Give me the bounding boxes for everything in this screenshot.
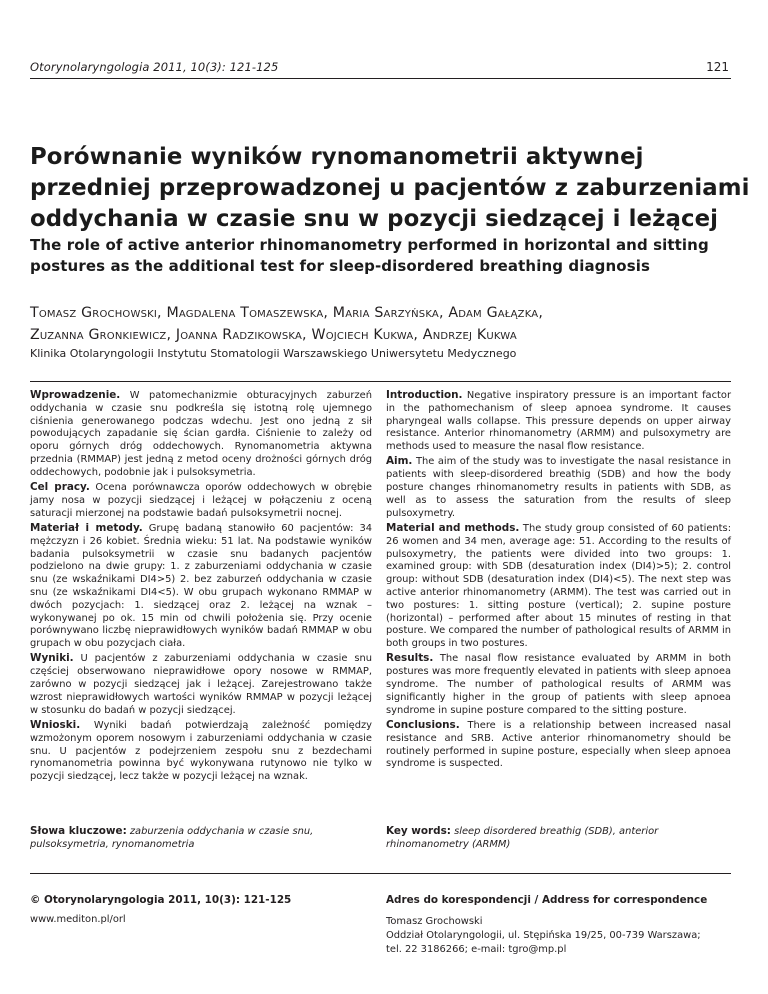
keywords-english [386,825,731,852]
abstract-pl-methods: Materiał i metody. Grupę badaną stanowiło 60 pacjentów: 34 mężczyzn i 26 kobiet. Średnia wieku: 51 lat. Na podstawie wyników badania pulsoksymetrii w czasie snu badanych pacjentów podzielono na dwie grupy: 1. z zaburzeniami oddychania w czasie snu (ze wskaźnikami DI4>5) 2. bez zaburzeń oddychania w czasie snu (ze wskaźnikami DI4<5). W obu grupach wykonano RMMAP w dwóch pozycjach: 1. siedzącej oraz 2. leżącej na wznak – wykonywanej po ok. 15 min od chwili położenia się. Przy ocenie porównywano liczbę nieprawidłowych wyników badań RMMAP w obu grupach w obu pozycjach ciała. [30,521,373,650]
keywords-en-label: Key words: [386,825,451,837]
abstract-english [386,389,731,773]
keywords-pl-label: Słowa kluczowe: [30,825,127,837]
abstract-en-conclusions: Conclusions. There is a relationship between increased nasal resistance and SRB. Active anterior rhinomanometry should be routinely performed in supine posture, especially when sleep apnoea syndrome is suspected. [386,718,731,770]
abstract-en-methods: Material and methods. The study group consisted of 60 patients: 26 women and 34 men, average age: 51. According to the results of pulsoxymetry, the patients were divided into two groups: 1. examined group: with SDB (desaturation index (DI4)>5); 2. control group: without SDB (desaturation index (DI4)<5). The next step was active anterior rhinomanometry (ARMM). The test was carried out in two postures: 1. sitting posture (vertical); 2. supine posture (horizontal) – performed after about 15 minutes of resting in that posture. We compared the number of pathological results of ARMM in both groups in two postures. [386,521,732,650]
abstract-en-introduction: Introduction. Negative inspiratory pressure is an important factor in the pathomechanism of sleep apnoea syndrome. It causes pharyngeal walls collapse. This pressure depends on upper airway resistance. Anterior rhinomanometry (ARMM) and pulsoxymetry are methods used to measure the nasal flow resistance. [386,389,732,453]
title-polish: Porównanie wyników rynomanometrii aktywnej przedniej przeprowadzonej u pacjentów z zaburzeniami oddychania w czasie snu w pozycji siedzącej i leżącej [30,144,750,232]
abstract-pl-results: Wyniki. U pacjentów z zaburzeniami oddychania w czasie snu częściej obserwowano nieprawidłowe opory nosowe w RMMAP, zarówno w pozycji siedzącej jak i leżącej. Zarejestrowano także wzrost nieprawidłowych wartości wyników RMMAP w pozycji leżącej w stosunku do badań w pozycji siedzącej. [30,652,373,716]
keywords-en-text: sleep disordered breathig (SDB), anterior rhinomanometry (ARMM) [386,826,659,850]
copyright: © Otorynolaryngologia 2011, 10(3): 121-125 [30,894,292,906]
keywords-polish [30,825,372,852]
abstract-en-aim: Aim. The aim of the study was to investigate the nasal resistance in patients with sleep-disordered breathig (SDB) and how the body posture changes rhinomanometry results in patients with SDB, as well as to assess the saturation from the results of sleep pulsoxymetry. [386,455,732,519]
journal-citation: Otorynolaryngologia 2011, 10(3): 121-125 [30,60,279,74]
abstract-pl-aim: Cel pracy. Ocena porównawcza oporów oddechowych w obrębie jamy nosa w pozycji siedzącej i leżącej w połączeniu z oceną saturacji mierzonej na podstawie badań pulsoksymetrii nocnej. [30,481,372,519]
correspondence-contact: tel. 22 3186266; e-mail: tgro@mp.pl [386,944,567,955]
affiliation: Klinika Otolaryngologii Instytutu Stomatologii Warszawskiego Uniwersytetu Medycznego [30,347,517,360]
divider [30,381,731,382]
footer-divider [30,873,731,874]
abstract-polish [30,389,372,785]
abstract-en-results: Results. The nasal flow resistance evaluated by ARMM in both postures was more frequently elevated in patients with sleep apnoea syndrome. The number of pathological results of ARMM was significantly higher in the group of patients with sleep apnoea syndrome in supine posture compared to the sitting posture. [386,652,732,716]
correspondence-name: Tomasz Grochowski [386,916,483,927]
correspondence-address: Oddział Otolaryngologii, ul. Stępińska 19/25, 00-739 Warszawa; [386,930,701,941]
authors-line-1: Tomasz Grochowski, Magdalena Tomaszewska, Maria Sarzyńska, Adam Gałązka, [30,305,544,321]
authors-line-2: Zuzanna Gronkiewicz, Joanna Radzikowska, Wojciech Kukwa, Andrzej Kukwa [30,327,517,343]
journal-url[interactable]: www.mediton.pl/orl [30,914,126,925]
abstract-pl-conclusions: Wnioski. Wyniki badań potwierdzają zależność pomiędzy wzmożonym oporem nosowym i zaburzeniami oddychania w czasie snu. U pacjentów z podejrzeniem zespołu snu z bezdechami rynomanometria powinna być wykonywana rutynowo nie tylko w pozycji siedzącej, lecz także w pozycji leżącej na wznak. [30,718,373,783]
title-english: The role of active anterior rhinomanometry performed in horizontal and sitting postures as the additional test for sleep-disordered breathing diagnosis [30,236,709,275]
running-head [30,57,731,79]
page-number: 121 [706,60,729,74]
keywords-pl-text: zaburzenia oddychania w czasie snu, pulsoksymetria, rynomanometria [30,826,314,850]
abstract-pl-introduction: Wprowadzenie. W patomechanizmie obturacyjnych zaburzeń oddychania w czasie snu podkreśla się istotną rolę ujemnego ciśnienia generowanego podczas wdechu. Jest ono jedną z sił powodujących zapadanie się ścian gardła. Ciśnienie to zależy od oporu górnych dróg oddechowych. Rynomanometria aktywna przednia (RMMAP) jest jedną z metod oceny drożności górnych dróg oddechowych, podobnie jak i pulsoksymetria. [30,389,373,478]
correspondence-title: Adres do korespondencji / Address for correspondence [386,894,708,906]
authors [30,302,750,346]
